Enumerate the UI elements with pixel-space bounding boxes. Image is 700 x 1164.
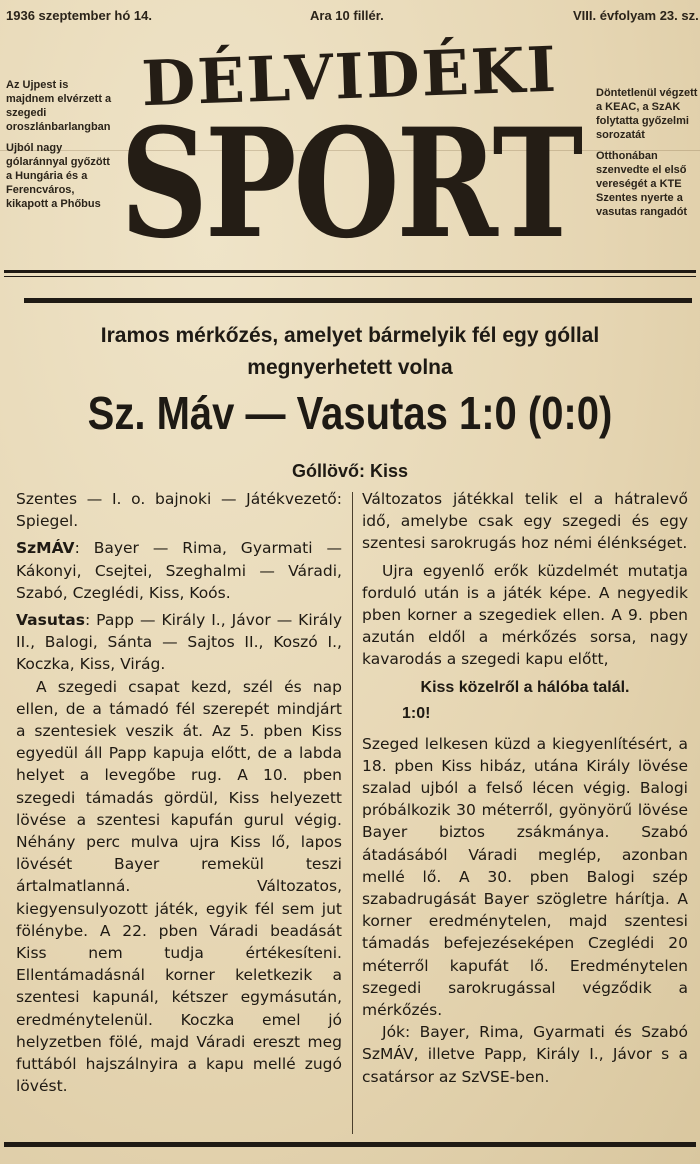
goal-subheading: Kiss közelről a hálóba talál.: [420, 678, 630, 696]
right-teaser-2: Otthonában szenvedte el első vereségét a KTE Szentes nyerte a vasutas rangadót: [596, 150, 688, 218]
issue-volume: VIII. évfolyam 23. sz.: [573, 8, 699, 23]
headline-line2: megnyerhetett volna: [247, 356, 453, 379]
goal-scorer: Góllövő: Kiss: [291, 461, 408, 481]
vasutas-lineup: [16, 609, 342, 676]
left-teaser-1: Az Ujpest is majdnem elvérzett a szegedi oroszlánbarlangban: [6, 79, 112, 133]
masthead-rule: [4, 270, 696, 273]
first-half-report: A szegedi csapat kezd, szél és nap ellen, de a támadó fél szerepét mindjárt a szentesiek veszik át. Az 5. pben Kiss egyedül áll Papp kapuja előtt, de a labda helyet a levegőbe rug. A 10. pben szegedi támadás gördül, Kiss helyezett lövése a szentesi kapufán gurul végig. Néhány perc mulva ujra Kiss lő, lapos lövését Bayer remekül teszi ártalmatlanná. Változatos, kiegyensulyozott játék, egyik fél sem jut fölénybe. A 22. pben Váradi beadását Kiss nem tudja értékesíteni. Ellentámadásnál korner keletkezik a szentesi kapunál, kétszer egymásután, eredménytelenül. Koczka emel jó helyzetben fölé, majd Váradi ereszt meg futtából hajszálnyira a kapu mellé zugó lövést.: [16, 677, 342, 1096]
issue-date: 1936 szeptember hó 14.: [6, 8, 152, 23]
article-column-right: [362, 488, 688, 1088]
masthead-line2: SPORT: [120, 96, 583, 264]
szmav-label: SzMÁV: [16, 539, 75, 558]
article-bottom-rule: [4, 1142, 696, 1147]
right-teaser-box: [596, 86, 698, 226]
goal-score: 1:0!: [402, 704, 431, 722]
article-top-rule: [24, 298, 692, 303]
second-half-report: Szeged lelkesen küzd a kiegyenlítésért, a 18. pben Kiss hibáz, utána Király lövése szalad ujból a felső lécen végig. Balogi próbálkozik 30 méterről, gyönyörű lövése Bayer biztos zsákmánya. Szabó átadásából Váradi meglép, azonban mellé lő. A 30. pben Balogi szép szabadrugását Bayer szögletre hárítja. A korner eredménytelen, majd szentesi támadás befejezéseképen Czeglédi 20 méterről kapufát lő. Eredménytelen szegedi sarokrugással végződik a mérkőzés.: [362, 734, 688, 1020]
szmav-players: : Bayer — Rima, Gyarmati — Kákonyi, Csejtei, Szeghalmi — Váradi, Szabó, Czeglédi, Kiss, Koós.: [16, 539, 342, 602]
second-half-start: Ujra egyenlő erők küzdelmét mutatja forduló után is a játék képe. A negyedik pben korner a szegediek ellen. A 9. pben azután eldől a mérkőzés sorsa, nagy kavarodás a szegedi kapu előtt,: [362, 561, 688, 669]
headline-line1: Iramos mérkőzés, amelyet bármelyik fél egy góllal: [100, 324, 600, 347]
vasutas-players: : Papp — Király I., Jávor — Király II., Balogi, Sánta — Sajtos II., Koszó I., Koczka, Kiss, Virág.: [16, 611, 342, 674]
masthead-logo: [110, 26, 590, 264]
article-column-left: [16, 488, 342, 1097]
masthead-line1: DÉLVIDÉKI: [140, 32, 559, 121]
left-teaser-2: Ujból nagy gólaránnyal győzött a Hungária és a Ferencváros, kikapott a Phőbus: [6, 142, 110, 210]
first-half-end: Változatos játékkal telik el a hátralevő idő, amelybe csak egy szegedi és egy szentesi sarokrugás hoz némi élénkséget.: [362, 490, 688, 553]
szmav-lineup: [16, 537, 342, 604]
masthead-rule-thin: [4, 276, 696, 277]
vasutas-label: Vasutas: [16, 611, 85, 630]
column-divider: [352, 492, 353, 1134]
issue-price: Ara 10 fillér.: [310, 8, 384, 23]
best-players: Jók: Bayer, Rima, Gyarmati és Szabó SzMÁV, illetve Papp, Király I., Jávor s a csatársor az SzVSE-ben.: [362, 1023, 688, 1086]
right-teaser-1: Döntetlenül végzett a KEAC, a SzAK folytatta győzelmi sorozatát: [596, 87, 698, 141]
left-teaser-box: [6, 78, 114, 218]
match-info: Szentes — I. o. bajnoki — Játékvezető: Spiegel.: [16, 490, 342, 531]
match-score-headline: Sz. Máv — Vasutas 1:0 (0:0): [87, 388, 613, 440]
